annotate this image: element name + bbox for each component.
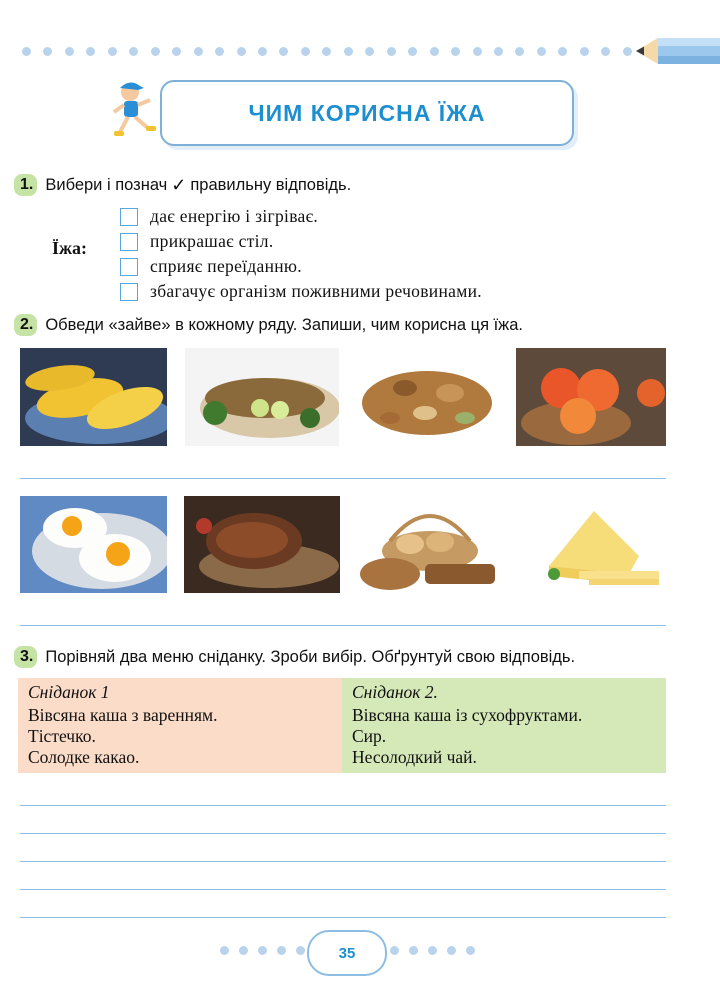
decor-dot (537, 47, 546, 56)
decor-dot (237, 47, 246, 56)
option-label: сприяє переїданню. (150, 256, 302, 276)
title-box (160, 80, 574, 146)
task2-text: Обведи «зайве» в кожному ряду. Запиши, чим корисна ця їжа. (45, 315, 523, 334)
menu-comparison-table (18, 678, 666, 773)
decor-dot (451, 47, 460, 56)
top-dotted-line (22, 44, 632, 58)
photo-fried-eggs[interactable] (20, 496, 167, 593)
task1-text-before: Вибери і познач (45, 175, 168, 194)
decor-dot (43, 47, 52, 56)
photo-bread[interactable] (355, 496, 501, 593)
photo-steak[interactable] (184, 496, 340, 593)
decor-dot (623, 47, 632, 56)
decor-dot (86, 47, 95, 56)
food-label: Їжа: (52, 238, 88, 258)
checkmark-icon: ✓ (171, 174, 187, 195)
decor-dot (301, 47, 310, 56)
writing-line[interactable] (20, 889, 666, 890)
photo-corn[interactable] (20, 348, 167, 446)
menu-item: Тістечко. (28, 726, 96, 746)
decor-dot (22, 47, 31, 56)
option-label: прикрашає стіл. (150, 231, 274, 251)
option-1[interactable] (120, 204, 482, 229)
decor-dot (494, 47, 503, 56)
decor-dot (194, 47, 203, 56)
checkbox[interactable] (120, 233, 138, 251)
decor-dot (108, 47, 117, 56)
decor-dot (473, 47, 482, 56)
writing-line[interactable] (20, 861, 666, 862)
decor-dot (430, 47, 439, 56)
decor-dot (258, 47, 267, 56)
photo-persimmon[interactable] (516, 348, 666, 446)
decor-dot (387, 47, 396, 56)
menu-title: Сніданок 2. (352, 682, 438, 702)
decor-dot (365, 47, 374, 56)
decor-dot (558, 47, 567, 56)
decor-dot (322, 47, 331, 56)
decor-dot (279, 47, 288, 56)
photo-fish[interactable] (185, 348, 339, 446)
menu-breakfast-2 (342, 678, 666, 773)
writing-line[interactable] (20, 917, 666, 918)
checkbox[interactable] (120, 208, 138, 226)
option-2[interactable] (120, 229, 482, 254)
decor-dot (172, 47, 181, 56)
page-title: ЧИМ КОРИСНА ЇЖА (248, 99, 486, 126)
options-list (120, 204, 482, 304)
page-number: 35 (307, 930, 387, 976)
menu-item: Вівсяна каша із сухофруктами. (352, 705, 583, 725)
option-label: збагачує організм поживними речовинами. (150, 281, 482, 301)
task3-text: Порівняй два меню сніданку. Зроби вибір. Обґрунтуй свою відповідь. (45, 647, 576, 666)
option-3[interactable] (120, 254, 482, 279)
task1-text-after: правильну відповідь. (190, 175, 352, 194)
photo-nuts[interactable] (355, 348, 500, 446)
decor-dot (601, 47, 610, 56)
menu-item: Солодке какао. (28, 747, 140, 767)
task3-number: 3. (14, 646, 37, 668)
decor-dot (215, 47, 224, 56)
decor-dot (344, 47, 353, 56)
checkbox[interactable] (120, 283, 138, 301)
task2-header (14, 314, 523, 336)
checkbox[interactable] (120, 258, 138, 276)
menu-item: Несолодкий чай. (352, 747, 477, 767)
decor-dot (151, 47, 160, 56)
option-4[interactable] (120, 279, 482, 304)
writing-line[interactable] (20, 478, 666, 479)
pencil-icon (636, 34, 720, 68)
task2-number: 2. (14, 314, 37, 336)
task1-header (14, 174, 351, 196)
bottom-dots-left (215, 946, 310, 955)
option-label: дає енергію і зігріває. (150, 206, 319, 226)
decor-dot (65, 47, 74, 56)
menu-item: Сир. (352, 726, 387, 746)
photo-cheese[interactable] (519, 496, 666, 593)
menu-item: Вівсяна каша з варенням. (28, 705, 218, 725)
decor-dot (515, 47, 524, 56)
task1-number: 1. (14, 174, 37, 196)
decor-dot (408, 47, 417, 56)
decor-dot (129, 47, 138, 56)
menu-title: Сніданок 1 (28, 682, 110, 702)
writing-line[interactable] (20, 625, 666, 626)
menu-breakfast-1 (18, 678, 342, 773)
bottom-dots-right (385, 946, 480, 955)
writing-line[interactable] (20, 833, 666, 834)
task3-header (14, 646, 575, 668)
writing-line[interactable] (20, 805, 666, 806)
decor-dot (580, 47, 589, 56)
